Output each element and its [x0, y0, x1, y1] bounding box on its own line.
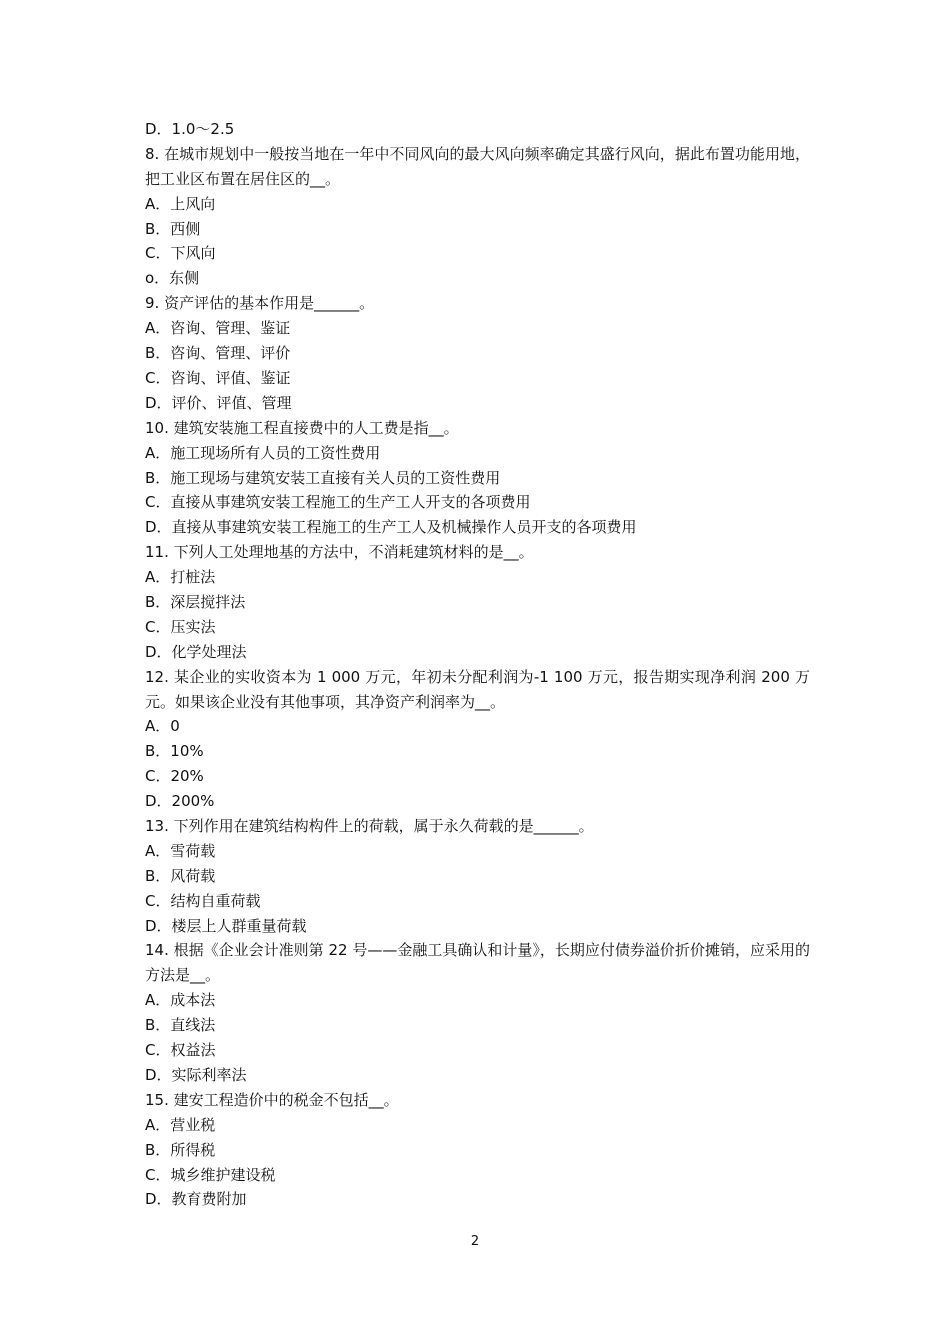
page-number: 2 — [470, 1234, 480, 1249]
option-c: C．权益法 — [145, 1041, 216, 1060]
document-body — [145, 117, 810, 1212]
option-b: B．风荷载 — [145, 866, 216, 885]
question-9: 9. 资产评估的基本作用是______。 — [145, 294, 375, 313]
option-d: D．评价、评值、管理 — [145, 393, 292, 412]
option-c: C．咨询、评值、鉴证 — [145, 368, 291, 387]
option-a: A．成本法 — [145, 991, 216, 1010]
option-d: o．东侧 — [145, 269, 200, 288]
question-15: 15. 建安工程造价中的税金不包括__。 — [145, 1090, 399, 1109]
option-d: D．1.0～2.5 — [145, 120, 235, 138]
option-b: B．施工现场与建筑安装工直接有关人员的工资性费用 — [145, 468, 501, 487]
option-b: B．10% — [145, 742, 204, 761]
option-d: D．教育费附加 — [145, 1190, 247, 1209]
option-a: A．上风向 — [145, 194, 216, 213]
option-b: B．咨询、管理、评价 — [145, 344, 291, 363]
option-b: B．深层搅拌法 — [145, 592, 246, 611]
question-11: 11. 下列人工处理地基的方法中，不消耗建筑材料的是__。 — [145, 543, 534, 562]
option-a: A．打桩法 — [145, 568, 216, 587]
question-12: 12. 某企业的实收资本为 1 000 万元，年初未分配利润为-1 100 万元，报告期实现净利润 200 万元。如果该企业没有其他事项，其净资产利润率为__。 — [145, 667, 810, 711]
option-d: D．200% — [145, 792, 215, 811]
option-c: C．20% — [145, 767, 204, 786]
question-14: 14. 根据《企业会计准则第 22 号——金融工具确认和计量》，长期应付债券溢价折价摊销，应采用的方法是__。 — [145, 941, 810, 985]
option-a: A．咨询、管理、鉴证 — [145, 319, 291, 338]
option-a: A．雪荷载 — [145, 841, 216, 860]
question-10: 10. 建筑安装施工程直接费中的人工费是指__。 — [145, 418, 459, 437]
option-b: B．直线法 — [145, 1016, 216, 1035]
option-d: D．楼层上人群重量荷载 — [145, 916, 307, 935]
option-d: D．实际利率法 — [145, 1065, 247, 1084]
option-c: C．压实法 — [145, 617, 216, 636]
option-d: D．化学处理法 — [145, 642, 247, 661]
option-c: C．直接从事建筑安装工程施工的生产工人开支的各项费用 — [145, 493, 531, 512]
option-d: D．直接从事建筑安装工程施工的生产工人及机械操作人员开支的各项费用 — [145, 518, 637, 537]
option-a: A．营业税 — [145, 1115, 216, 1134]
question-13: 13. 下列作用在建筑结构构件上的荷载，属于永久荷载的是______。 — [145, 817, 594, 835]
question-8: 8. 在城市规划中一般按当地在一年中不同风向的最大风向频率确定其盛行风向，据此布置功能用地，把工业区布置在居住区的__。 — [145, 144, 810, 188]
option-c: C．城乡维护建设税 — [145, 1165, 276, 1184]
option-a: A．0 — [145, 717, 180, 736]
option-b: B．西侧 — [145, 219, 201, 238]
option-b: B．所得税 — [145, 1140, 216, 1159]
option-a: A．施工现场所有人员的工资性费用 — [145, 443, 381, 462]
option-c: C．结构自重荷载 — [145, 891, 261, 910]
option-c: C．下风向 — [145, 244, 216, 263]
